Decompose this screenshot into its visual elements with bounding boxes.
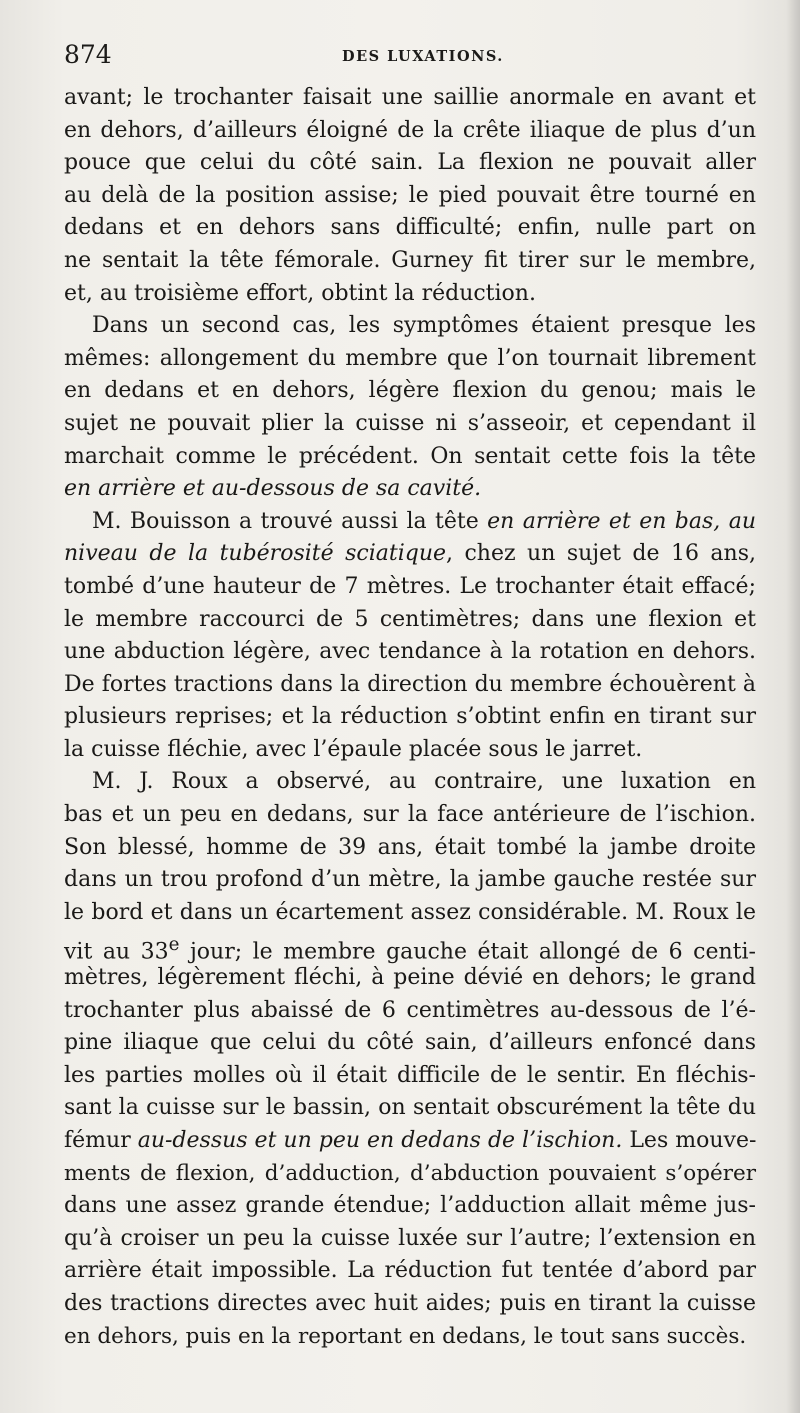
text-line: une abduction légère, avec tendance à la rotation en dehors. [64,639,756,665]
text-line: dedans et en dehors sans difficulté; enfin, nulle part on [64,215,756,241]
text-line: pine iliaque que celui du côté sain, d’ailleurs enfoncé dans [64,1030,756,1056]
text-line: dans un trou profond d’un mètre, la jambe gauche restée sur [64,867,756,893]
text-line: au delà de la position assise; le pied pouvait être tourné en [64,182,756,208]
text-line: pouce que celui du côté sain. La flexion ne pouvait aller [64,150,756,176]
text-line: en dedans et en dehors, légère flexion du genou; mais le [64,378,756,404]
text-line: tombé d’une hauteur de 7 mètres. Le trochanter était effacé; [64,573,756,599]
text-line: niveau de la tubérosité sciatique, chez un sujet de 16 ans, [64,541,757,567]
text-line: arrière était impossible. La réduction fut tentée d’abord par [64,1258,756,1284]
text-line: Dans un second cas, les symptômes étaient presque les [92,313,756,339]
text-line: sujet ne pouvait plier la cuisse ni s’asseoir, et cependant il [64,410,756,436]
text-line: bas et un peu en dedans, sur la face antérieure de l’ischion. [64,802,756,828]
text-line: trochanter plus abaissé de 6 centimètres au-dessous de l’é- [64,997,756,1023]
text-line: et, au troisième effort, obtint la réduction. [64,280,536,306]
page-header [64,38,754,78]
text-line: la cuisse fléchie, avec l’épaule placée sous le jarret. [64,736,643,762]
text-line: vit au 33e jour; le membre gauche était allongé de 6 centi- [64,934,756,965]
body-text [64,82,756,1353]
text-line: qu’à croiser un peu la cuisse luxée sur l’autre; l’extension en [64,1225,756,1251]
text-line: M. Bouisson a trouvé aussi la tête en arrière et en bas, au [92,508,756,534]
text-line: mêmes: allongement du membre que l’on tournait librement [64,345,756,371]
text-line: avant; le trochanter faisait une saillie anormale en avant et [64,85,756,110]
page-edge-shadow [786,0,800,1413]
text-line: fémur au-dessus et un peu en dedans de l’ischion. Les mouve- [64,1128,757,1153]
text-line: des tractions directes avec huit aides; puis en tirant la cuisse [64,1290,756,1316]
text-line: les parties molles où il était difficile de le sentir. En fléchis- [64,1062,756,1088]
text-line: le membre raccourci de 5 centimètres; dans une flexion et [64,606,756,632]
text-line: ments de flexion, d’adduction, d’abduction pouvaient s’opérer [64,1160,756,1186]
text-line: M. J. Roux a observé, au contraire, une luxation en [92,769,756,795]
text-line: Son blessé, homme de 39 ans, était tombé la jambe droite [64,834,756,860]
text-line: le bord et dans un écartement assez considérable. M. Roux le [64,899,756,925]
text-line: sant la cuisse sur le bassin, on sentait obscurément la tête du [64,1095,756,1121]
text-line: dans une assez grande étendue; l’adduction allait même jus- [64,1193,756,1219]
text-line: plusieurs reprises; et la réduction s’obtint enfin en tirant sur [64,704,756,730]
text-line: en arrière et au-dessous de sa cavité. [64,476,482,502]
text-line: en dehors, puis en la reportant en dedans, le tout sans succès. [64,1323,747,1349]
text-line: marchait comme le précédent. On sentait cette fois la tête [64,443,756,469]
text-line: en dehors, d’ailleurs éloigné de la crête iliaque de plus d’un [64,117,756,143]
text-line: De fortes tractions dans la direction du membre échouèrent à [64,671,756,697]
text-line: mètres, légèrement fléchi, à peine dévié en dehors; le grand [64,965,756,991]
running-head: DES LUXATIONS. [342,48,504,65]
page-number: 874 [64,40,112,69]
text-line: ne sentait la tête fémorale. Gurney fit tirer sur le membre, [64,247,756,273]
